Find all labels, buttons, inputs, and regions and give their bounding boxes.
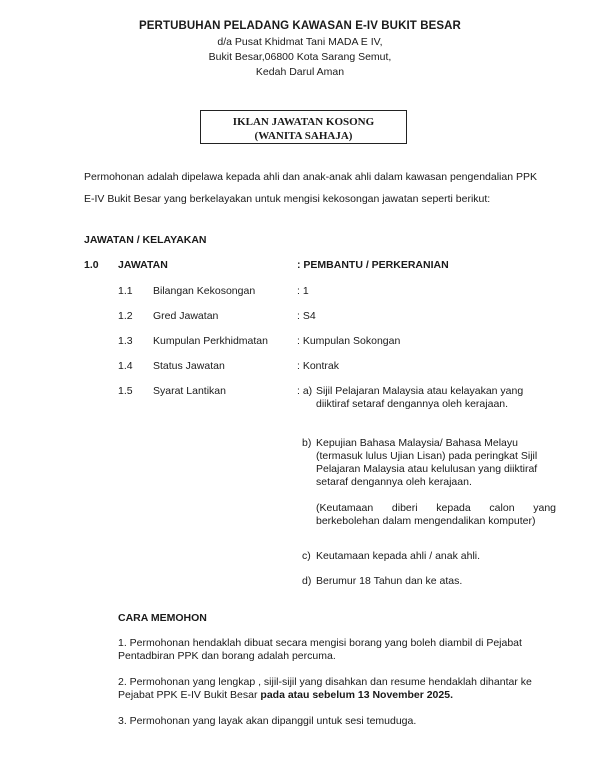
item-value: : Kumpulan Sokongan [297,335,401,347]
item-label: Gred Jawatan [153,310,219,322]
syarat-b-text: Kepujian Bahasa Malaysia/ Bahasa Melayu (termasuk lulus Ujian Lisan) pada peringkat Sijil Pelajaran Malaysia atau kelulusan yang diiktiraf setaraf dengannya oleh kerajaan. [316,437,538,488]
title-box [200,110,407,144]
item-number: 1.1 [118,285,133,297]
item-value: : a) [297,385,313,397]
cara-point-2-text: 2. Permohonan yang lengkap , sijil-sijil yang disahkan dan resume hendaklah dihantar ke Pejabat PPK E-IV Bukit Besar [118,676,532,701]
syarat-note: (Keutamaan diberi kepada calon yang berkebolehan dalam mengendalikan komputer) [316,502,556,527]
cara-point-2-deadline: pada atau sebelum 13 November 2025. [260,689,453,701]
item-label: Bilangan Kekosongan [153,285,256,297]
jawatan-value: : PEMBANTU / PERKERANIAN [297,259,449,271]
item-label: Syarat Lantikan [153,385,226,397]
item-number: 1.2 [118,310,133,322]
item-number: 1.3 [118,335,133,347]
item-value: : S4 [297,310,316,322]
cara-heading: CARA MEMOHON [118,612,207,624]
item-value: : Kontrak [297,360,340,372]
cara-point-2 [118,676,538,702]
item-value: : 1 [297,285,309,297]
syarat-c-text: Keutamaan kepada ahli / anak ahli. [316,550,481,562]
title-line-2: (WANITA SAHAJA) [254,130,353,142]
address-line-3: Kedah Darul Aman [255,66,345,78]
syarat-c-marker: c) [302,550,311,562]
organization-name: PERTUBUHAN PELADANG KAWASAN E-IV BUKIT BESAR [139,20,461,32]
cara-point-3: 3. Permohonan yang layak akan dipanggil untuk sesi temuduga. [118,715,417,727]
syarat-b-marker: b) [302,437,312,449]
item-label: Status Jawatan [153,360,225,372]
syarat-d-text: Berumur 18 Tahun dan ke atas. [316,575,463,587]
address-line-1: d/a Pusat Khidmat Tani MADA E IV, [217,36,383,48]
jawatan-label: JAWATAN [118,259,168,271]
jawatan-number: 1.0 [84,259,99,271]
cara-point-1: 1. Permohonan hendaklah dibuat secara mengisi borang yang boleh diambil di Pejabat Pentadbiran PPK dan borang adalah percuma. [118,637,522,662]
syarat-d-marker: d) [302,575,312,587]
address-line-2: Bukit Besar,06800 Kota Sarang Semut, [208,51,392,63]
syarat-a-text: Sijil Pelajaran Malaysia atau kelayakan yang diiktiraf setaraf dengannya oleh kerajaan. [316,385,524,410]
section-heading: JAWATAN / KELAYAKAN [84,234,207,246]
item-label: Kumpulan Perkhidmatan [153,335,268,347]
item-number: 1.4 [118,360,133,372]
item-number: 1.5 [118,385,133,397]
intro-paragraph: Permohonan adalah dipelawa kepada ahli dan anak-anak ahli dalam kawasan pengendalian PPK E-IV Bukit Besar yang berkelayakan untuk mengisi kekosongan jawatan seperti berikut: [84,171,537,205]
title-line-1: IKLAN JAWATAN KOSONG [232,116,375,128]
